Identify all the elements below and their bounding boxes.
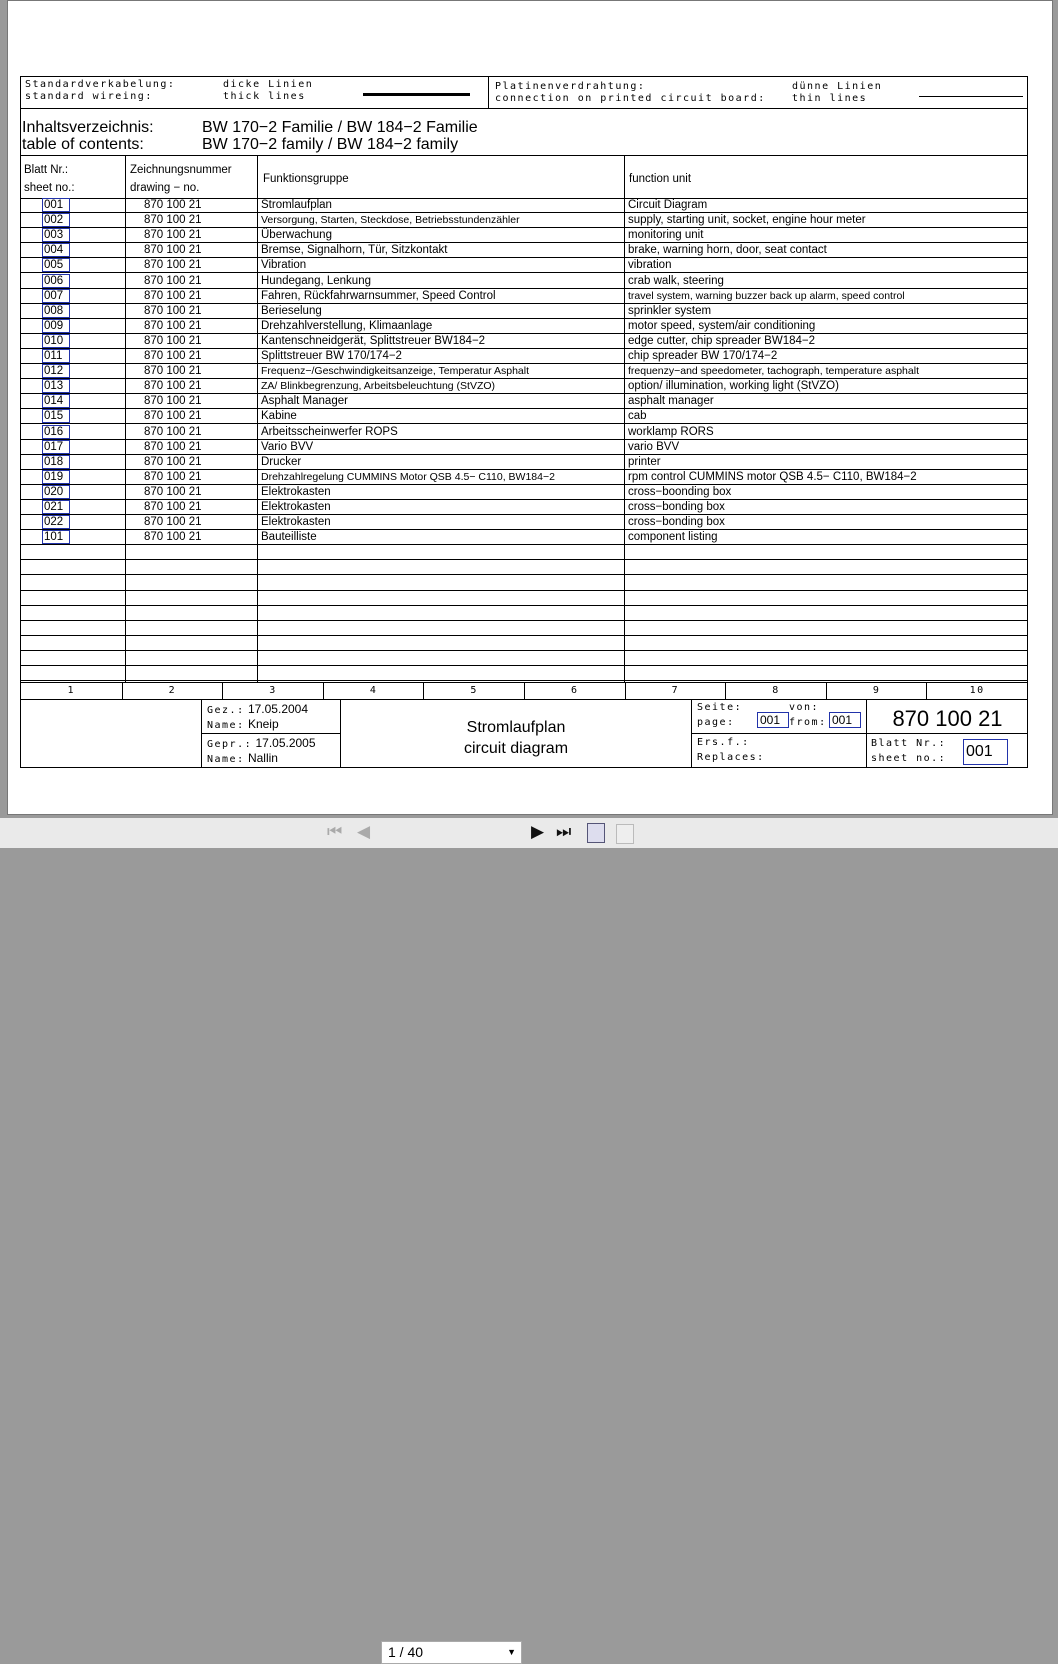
function-group-cell: ZA/ Blinkbegrenzung, Arbeitsbeleuchtung (StVZO) xyxy=(261,380,496,393)
function-group-cell: Drehzahlverstellung, Klimaanlage xyxy=(261,319,433,332)
drawing-number-cell: 870 100 21 xyxy=(144,244,202,257)
seite-label: Seite: xyxy=(697,702,743,713)
function-unit-cell: edge cutter, chip spreader BW184−2 xyxy=(628,334,815,347)
function-unit-cell: worklamp RORS xyxy=(628,425,714,438)
function-group-cell: Bremse, Signalhorn, Tür, Sitzkontakt xyxy=(261,244,448,257)
drawing-number-cell: 870 100 21 xyxy=(144,304,202,317)
table-row xyxy=(21,304,1027,319)
drawing-number-cell: 870 100 21 xyxy=(144,365,202,378)
document-page xyxy=(7,0,1053,815)
table-row xyxy=(21,319,1027,334)
header-group: Funktionsgruppe xyxy=(263,173,349,185)
drawing-number-cell: 870 100 21 xyxy=(144,199,202,211)
header-sheet-en: sheet no.: xyxy=(24,182,75,194)
gepr-date: 17.05.2005 xyxy=(255,736,316,750)
sheet-number-link[interactable]: 018 xyxy=(42,455,70,469)
drawing-number-cell: 870 100 21 xyxy=(144,501,202,513)
table-row xyxy=(21,213,1027,228)
drawing-number-cell: 870 100 21 xyxy=(144,380,202,393)
function-unit-cell: printer xyxy=(628,455,661,468)
checked-info xyxy=(207,736,316,766)
column-number: 6 xyxy=(524,683,625,699)
last-page-icon[interactable]: ⏭ xyxy=(556,822,572,841)
function-unit-cell: frequenzy−and speedometer, tachograph, temperature asphalt xyxy=(628,365,919,378)
function-group-cell: Vario BVV xyxy=(261,440,314,453)
legend-thick-en: thick lines xyxy=(223,91,306,102)
gez-date: 17.05.2004 xyxy=(247,702,309,716)
function-unit-cell: option/ illumination, working light (StVZO) xyxy=(628,380,839,393)
copy-page-icon[interactable] xyxy=(616,824,634,844)
page-indicator: 1 / 40 xyxy=(388,1644,424,1660)
column-number: 10 xyxy=(926,683,1027,699)
previous-page-icon[interactable]: ◀ xyxy=(357,822,371,841)
function-group-cell: Frequenz−/Geschwindigkeitsanzeige, Temperatur Asphalt xyxy=(261,365,530,378)
table-row xyxy=(21,364,1027,379)
column-number: 5 xyxy=(423,683,524,699)
sheet-number-link[interactable]: 002 xyxy=(42,213,70,227)
empty-row xyxy=(21,576,1027,591)
empty-row xyxy=(21,591,1027,606)
sheet-number-link[interactable]: 020 xyxy=(42,485,70,499)
function-group-cell: Arbeitsscheinwerfer ROPS xyxy=(261,425,398,438)
drawing-number-cell: 870 100 21 xyxy=(144,289,202,302)
table-row xyxy=(21,274,1027,289)
first-page-icon[interactable]: ⏮ xyxy=(327,822,343,841)
from-label-en: from: xyxy=(789,717,827,728)
header-drawing-en: drawing − no. xyxy=(130,182,200,194)
drawing-number-cell: 870 100 21 xyxy=(144,516,202,529)
name1-label: Name: xyxy=(207,720,245,731)
function-group-cell: Stromlaufplan xyxy=(261,199,332,211)
function-unit-cell: sprinkler system xyxy=(628,304,712,317)
drawing-number-cell: 870 100 21 xyxy=(144,455,202,468)
function-unit-cell: travel system, warning buzzer back up alarm, speed control xyxy=(628,289,905,302)
sheetno-label: sheet no.: xyxy=(871,753,947,764)
function-group-cell: Kantenschneidgerät, Splittstreuer BW184−2 xyxy=(261,334,486,347)
header-drawing xyxy=(130,161,232,197)
function-unit-cell: motor speed, system/air conditioning xyxy=(628,319,816,332)
function-group-cell: Kabine xyxy=(261,410,297,423)
sheet-number-link[interactable]: 019 xyxy=(42,470,70,484)
diagram-title xyxy=(341,717,691,759)
toc-label-en: table of contents: xyxy=(22,136,144,153)
function-unit-cell: crab walk, steering xyxy=(628,274,724,287)
drawing-number-cell: 870 100 21 xyxy=(144,485,202,498)
function-group-cell: Berieselung xyxy=(261,304,322,317)
replaces-label-en: Replaces: xyxy=(697,752,765,763)
column-number: 2 xyxy=(122,683,223,699)
function-unit-cell: Circuit Diagram xyxy=(628,199,708,211)
function-unit-cell: brake, warning horn, door, seat contact xyxy=(628,244,827,257)
drawing-number-cell: 870 100 21 xyxy=(144,531,202,544)
table-row xyxy=(21,228,1027,243)
drawing-number-cell: 870 100 21 xyxy=(144,274,202,287)
function-group-cell: Vibration xyxy=(261,259,307,272)
sheet-number-link[interactable]: 004 xyxy=(42,243,70,257)
drawing-number-cell: 870 100 21 xyxy=(144,350,202,362)
drawing-number-cell: 870 100 21 xyxy=(144,410,202,423)
legend-thick-de: dicke Linien xyxy=(223,79,314,90)
page-selector[interactable] xyxy=(381,1641,522,1664)
table-row xyxy=(21,334,1027,349)
empty-row xyxy=(21,636,1027,651)
sheet-number-link[interactable]: 008 xyxy=(42,304,70,318)
sheet-number-link[interactable]: 011 xyxy=(42,349,70,363)
name2: Nallin xyxy=(247,751,278,765)
name1: Kneip xyxy=(247,717,279,731)
export-page-icon[interactable] xyxy=(587,823,605,843)
toc-label-de: Inhaltsverzeichnis: xyxy=(22,119,154,136)
from-label xyxy=(789,702,827,729)
toc-title-de: BW 170−2 Familie / BW 184−2 Familie xyxy=(202,119,478,136)
table-row xyxy=(21,440,1027,455)
table-row xyxy=(21,409,1027,424)
empty-row xyxy=(21,606,1027,621)
table-row xyxy=(21,198,1027,213)
function-group-cell: Versorgung, Starten, Steckdose, Betriebsstundenzähler xyxy=(261,214,520,227)
thick-line-sample xyxy=(363,93,470,96)
function-group-cell: Hundegang, Lenkung xyxy=(261,274,371,287)
gepr-label: Gepr.: xyxy=(207,739,253,750)
legend-pcb-de: Platinenverdrahtung: xyxy=(495,81,646,92)
sheet-number-link[interactable]: 017 xyxy=(42,440,70,454)
function-group-cell: Elektrokasten xyxy=(261,516,331,529)
table-row xyxy=(21,379,1027,394)
sheet-label xyxy=(871,738,946,765)
sheet-number-link[interactable]: 022 xyxy=(42,515,70,529)
name2-label: Name: xyxy=(207,754,245,765)
drawing-number-cell: 870 100 21 xyxy=(144,334,202,347)
function-group-cell: Asphalt Manager xyxy=(261,395,348,408)
function-unit-cell: asphalt manager xyxy=(628,395,714,408)
drawing-number-cell: 870 100 21 xyxy=(144,319,202,332)
legend-thin-en: thin lines xyxy=(792,93,868,104)
thin-line-sample xyxy=(919,96,1023,97)
drawing-number-cell: 870 100 21 xyxy=(144,470,202,483)
drawing-number-cell: 870 100 21 xyxy=(144,425,202,438)
drawing-number-cell: 870 100 21 xyxy=(144,259,202,272)
header-unit: function unit xyxy=(629,173,692,185)
title-block xyxy=(20,699,1028,768)
column-number: 4 xyxy=(323,683,424,699)
function-unit-cell: cross−bonding box xyxy=(628,501,725,513)
function-unit-cell: monitoring unit xyxy=(628,229,704,242)
chevron-down-icon: ▼ xyxy=(507,1647,516,1657)
function-unit-cell: rpm control CUMMINS motor QSB 4.5− C110, BW184−2 xyxy=(628,470,917,483)
toc-title xyxy=(202,119,478,153)
table-row xyxy=(21,425,1027,440)
page-label-en: page: xyxy=(697,717,735,728)
function-group-cell: Splittstreuer BW 170/174−2 xyxy=(261,350,402,362)
sheet-number-link[interactable]: 003 xyxy=(42,228,70,242)
function-group-cell: Drucker xyxy=(261,455,302,468)
total-pages-box: 001 xyxy=(829,712,861,728)
sheet-number-link[interactable]: 006 xyxy=(42,274,70,288)
function-unit-cell: component listing xyxy=(628,531,718,544)
legend-thin-de: dünne Linien xyxy=(792,81,883,92)
sheet-number-link[interactable]: 013 xyxy=(42,379,70,393)
table-row xyxy=(21,530,1027,545)
legend-standard xyxy=(25,79,175,103)
legend-thin xyxy=(792,81,882,105)
gez-label: Gez.: xyxy=(207,705,245,716)
empty-row xyxy=(21,560,1027,575)
sheet-number-link[interactable]: 009 xyxy=(42,319,70,333)
sheet-number-link[interactable]: 101 xyxy=(42,530,70,544)
function-unit-cell: chip spreader BW 170/174−2 xyxy=(628,350,778,362)
viewer-toolbar xyxy=(0,818,1058,1660)
column-number: 9 xyxy=(826,683,927,699)
page-number-box: 001 xyxy=(757,712,789,728)
table-row xyxy=(21,515,1027,530)
sheet-number-link[interactable]: 007 xyxy=(42,289,70,303)
sheet-number-link[interactable]: 016 xyxy=(42,425,70,439)
sheet-number-box: 001 xyxy=(963,739,1008,765)
function-unit-cell: vibration xyxy=(628,259,672,272)
function-unit-cell: cross−bonding box xyxy=(628,516,725,529)
legend-pcb-en: connection on printed circuit board: xyxy=(495,93,766,104)
legend-thick xyxy=(223,79,313,103)
sheet-number-link[interactable]: 010 xyxy=(42,334,70,348)
function-group-cell: Überwachung xyxy=(261,229,332,242)
drawing-frame xyxy=(20,76,1028,700)
legend-pcb xyxy=(495,81,766,105)
empty-row xyxy=(21,545,1027,560)
sheet-number-link[interactable]: 012 xyxy=(42,364,70,378)
title-de: Stromlaufplan xyxy=(466,719,566,736)
replaces-label xyxy=(697,737,765,764)
function-group-cell: Drehzahlregelung CUMMINS Motor QSB 4.5− C110, BW184−2 xyxy=(261,470,555,483)
column-number: 7 xyxy=(625,683,726,699)
column-number: 3 xyxy=(222,683,323,699)
toc-label xyxy=(22,119,154,153)
empty-row xyxy=(21,621,1027,636)
ersf-label: Ers.f.: xyxy=(697,737,750,748)
toc-title-en: BW 170−2 family / BW 184−2 family xyxy=(202,136,459,153)
page-label xyxy=(697,702,742,729)
header-drawing-de: Zeichnungsnummer xyxy=(130,164,232,176)
sheet-number-link[interactable]: 001 xyxy=(42,198,70,212)
drawing-number-cell: 870 100 21 xyxy=(144,440,202,453)
blatt-label: Blatt Nr.: xyxy=(871,738,947,749)
table-row xyxy=(21,349,1027,364)
function-unit-cell: cab xyxy=(628,410,647,423)
table-row xyxy=(21,289,1027,304)
drawing-number-cell: 870 100 21 xyxy=(144,395,202,408)
sheet-number-link[interactable]: 014 xyxy=(42,394,70,408)
empty-row xyxy=(21,651,1027,666)
drawing-number: 870 100 21 xyxy=(892,706,1003,731)
table-row xyxy=(21,394,1027,409)
table-row xyxy=(21,455,1027,470)
next-page-icon[interactable]: ▶ xyxy=(531,822,545,841)
von-label: von: xyxy=(789,702,820,713)
sheet-number-link[interactable]: 005 xyxy=(42,258,70,272)
drawn-info xyxy=(207,702,308,732)
table-row xyxy=(21,243,1027,258)
column-number: 1 xyxy=(67,685,76,696)
column-number: 8 xyxy=(725,683,826,699)
table-row xyxy=(21,470,1027,485)
function-unit-cell: supply, starting unit, socket, engine hour meter xyxy=(628,214,866,227)
title-en: circuit diagram xyxy=(463,740,569,757)
function-unit-cell: vario BVV xyxy=(628,440,680,453)
header-sheet xyxy=(24,161,75,197)
function-group-cell: Fahren, Rückfahrwarnsummer, Speed Control xyxy=(261,289,496,302)
sheet-number-link[interactable]: 015 xyxy=(42,409,70,423)
legend-std-de: Standardverkabelung: xyxy=(25,79,176,90)
drawing-number-cell: 870 100 21 xyxy=(144,229,202,242)
drawing-number-cell: 870 100 21 xyxy=(144,214,202,227)
function-group-cell: Elektrokasten xyxy=(261,501,331,513)
table-row xyxy=(21,500,1027,515)
function-group-cell: Bauteilliste xyxy=(261,531,317,544)
sheet-number-link[interactable]: 021 xyxy=(42,500,70,514)
header-sheet-de: Blatt Nr.: xyxy=(24,164,69,176)
function-group-cell: Elektrokasten xyxy=(261,485,331,498)
table-row xyxy=(21,485,1027,500)
function-unit-cell: cross−boonding box xyxy=(628,485,732,498)
table-row xyxy=(21,258,1027,273)
legend-std-en: standard wireing: xyxy=(25,91,153,102)
empty-row xyxy=(21,666,1027,681)
